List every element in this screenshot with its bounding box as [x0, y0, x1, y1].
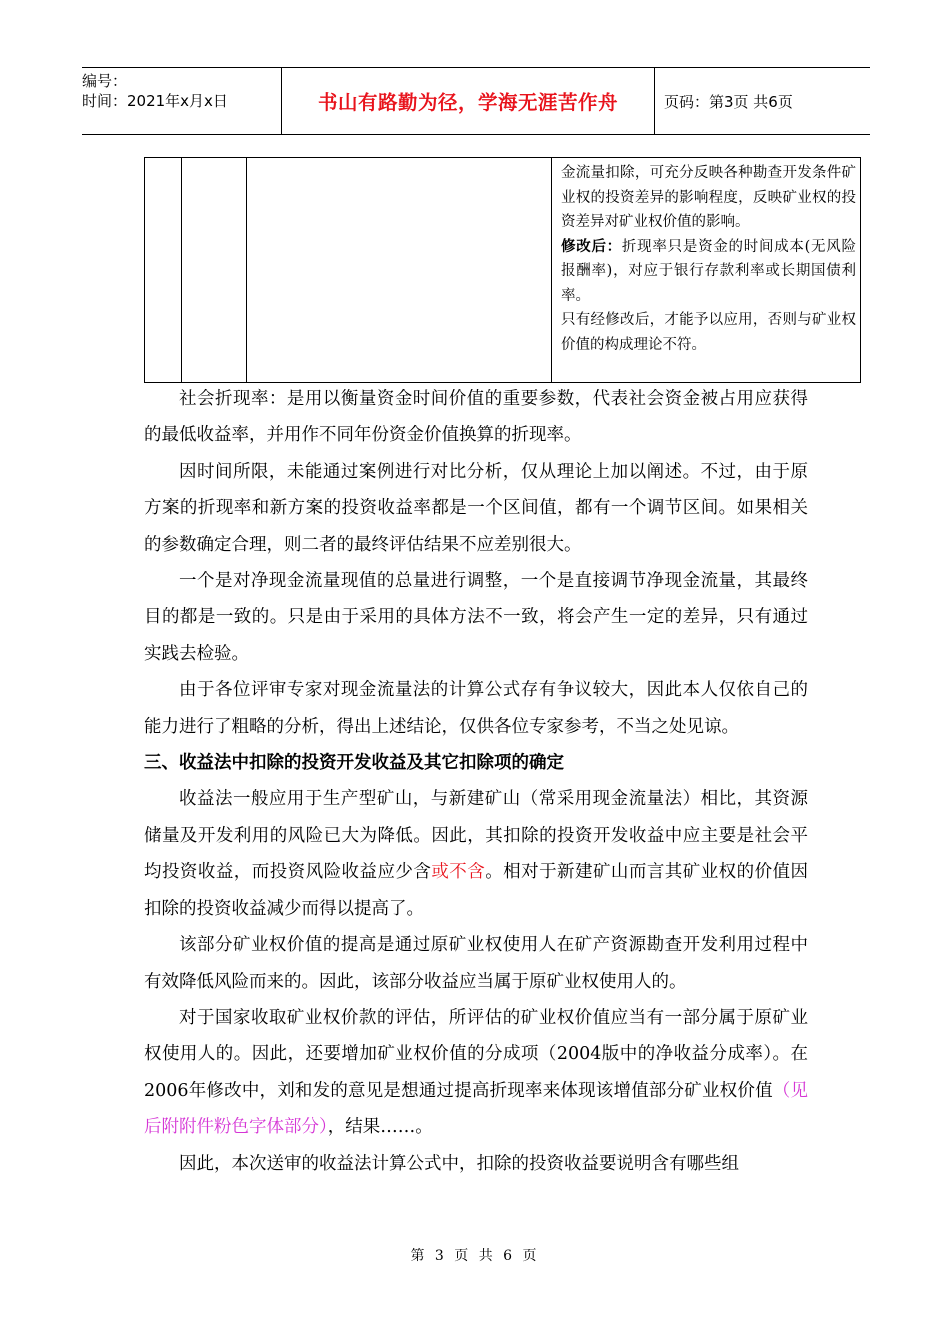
header-page-number: 页码：第3页 共6页 — [664, 92, 793, 111]
paragraph: 社会折现率：是用以衡量资金时间价值的重要参数，代表社会资金被占用应获得的最低收益率，并用作不同年份资金价值换算的折现率。 — [144, 389, 808, 446]
continued-table — [144, 157, 861, 383]
paragraph: 该部分矿业权价值的提高是通过原矿业权使用人在矿产资源勘查开发利用过程中有效降低风险而来的。因此，该部分收益应当属于原矿业权使用人的。 — [144, 935, 808, 992]
header-motto: 书山有路勤为径，学海无涯苦作舟 — [282, 68, 655, 134]
table-text-line: 金流量扣除，可充分反映各种勘查开发条件矿业权的投资差异的影响程度，反映矿业权的投资差异对矿业权价值的影响。 — [561, 165, 856, 230]
page-footer: 第 3 页 共 6 页 — [410, 1248, 540, 1264]
header-meta — [82, 68, 282, 134]
document-number-label: 编号： — [82, 72, 128, 90]
paragraph-text: ，结果……。 — [327, 1117, 433, 1138]
paragraph — [144, 781, 808, 927]
modified-text: 折现率只是资金的时间成本(无风险报酬率)，对应于银行存款利率或长期国债利率。 — [561, 238, 857, 304]
table-cell-empty — [145, 158, 182, 383]
paragraph — [144, 1000, 808, 1146]
paragraph: 因此，本次送审的收益法计算公式中，扣除的投资收益要说明含有哪些组 — [179, 1153, 739, 1174]
document-body — [144, 381, 808, 1182]
section-heading: 三、收益法中扣除的投资开发收益及其它扣除项的确定 — [144, 753, 564, 774]
table-cell-empty — [182, 158, 247, 383]
paragraph-text: 收益法一般应用于生产型矿山，与新建矿山（常采用现金流量法）相比，其资源储量及开发利用的风险已大为降低。因此，其扣除的投资开发收益中应主要是社会平均投资收益，而投资风险收益应少含 — [144, 789, 808, 883]
table-cell-content — [552, 158, 861, 383]
paragraph: 由于各位评审专家对现金流量法的计算公式存有争议较大，因此本人仅依自己的能力进行了粗略的分析，得出上述结论，仅供各位专家参考，不当之处见谅。 — [144, 680, 808, 737]
table-modified-paragraph — [561, 235, 856, 309]
paragraph: 因时间所限，未能通过案例进行对比分析，仅从理论上加以阐述。不过，由于原方案的折现率和新方案的投资收益率都是一个区间值，都有一个调节区间。如果相关的参数确定合理，则二者的最终评估结果不应差别很大。 — [144, 461, 808, 555]
document-date-label: 时间：2021年x月x日 — [82, 92, 228, 110]
table-conclusion: 只有经修改后，才能予以应用，否则与矿业权价值的构成理论不符。 — [561, 312, 856, 353]
paragraph: 一个是对净现金流量现值的总量进行调整，一个是直接调节净现金流量，其最终目的都是一致的。只是由于采用的具体方法不一致，将会产生一定的差异，只有通过实践去检验。 — [144, 571, 808, 664]
highlighted-text-pink: （见后附附件粉色字体部分） — [144, 1080, 808, 1138]
modified-label: 修改后： — [561, 237, 622, 255]
highlighted-text-red: 或不含 — [431, 862, 486, 883]
table-cell-empty — [247, 158, 552, 383]
page-header — [82, 67, 870, 135]
paragraph-text: 。相对于新建矿山而言其矿业权的价值因扣除的投资收益减少而得以提高了。 — [144, 862, 809, 919]
table-row — [145, 158, 861, 383]
paragraph-text: 对于国家收取矿业权价款的评估，所评估的矿业权价值应当有一部分属于原矿业权使用人的。因此，还要增加矿业权价值的分成项（2004版中的净收益分成率）。在2006年修改中，刘和发的意见是想通过提高折现率来体现该增值部分矿业权价值 — [144, 1007, 808, 1101]
